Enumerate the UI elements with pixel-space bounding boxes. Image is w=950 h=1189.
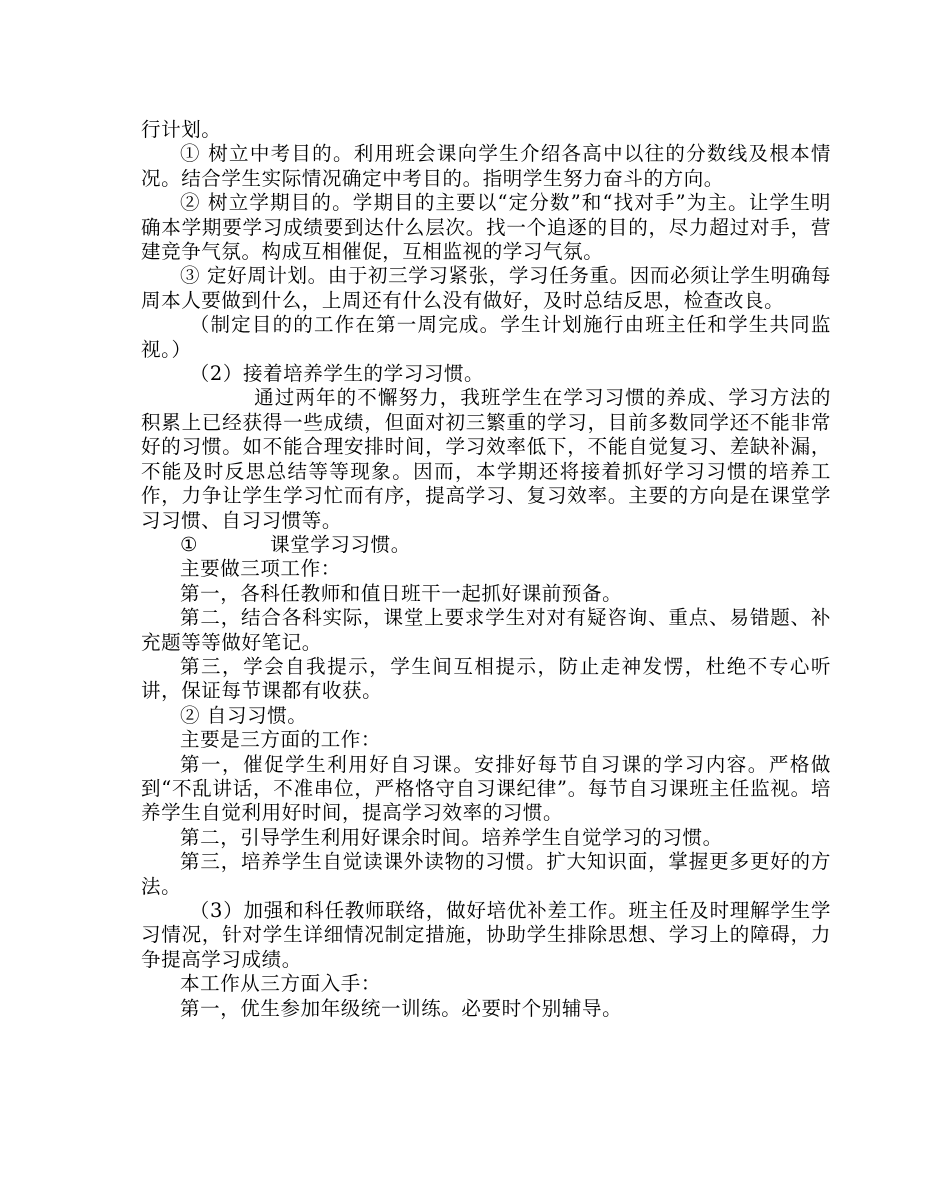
paragraph-aspect-first: 第一，催促学生利用好自习课。安排好每节自习课的学习内容。严格做到“不乱讲话，不准串位，严格恪守自习课纪律”。每节自习课班主任监视。培养学生自觉利用好时间，提高学习效率的习惯。 <box>141 752 831 825</box>
paragraph-approach-first: 第一，优生参加年级统一训练。必要时个别辅导。 <box>180 996 623 1020</box>
paragraph-three-tasks: 主要做三项工作： <box>180 557 341 581</box>
paragraph-weekly-plan: ③ 定好周计划。由于初三学习紧张，学习任务重。因而必须让学生明确每周本人要做到什么，上周还有什么没有做好，及时总结反思，检查改良。 <box>141 264 831 312</box>
paragraph-three-aspects: 主要是三方面的工作： <box>180 728 382 752</box>
paragraph-three-approaches: 本工作从三方面入手： <box>180 972 382 996</box>
paragraph-task-second: 第二，结合各科实际，课堂上要求学生对对有疑咨询、重点、易错题、补充题等等做好笔记。 <box>141 606 831 654</box>
paragraph-aspect-third: 第三，培养学生自觉读课外读物的习惯。扩大知识面，掌握更多更好的方法。 <box>141 850 831 898</box>
paragraph-exam-goal: ① 树立中考目的。利用班会课向学生介绍各高中以往的分数线及根本情况。结合学生实际情况确定中考目的。指明学生努力奋斗的方向。 <box>141 142 831 190</box>
paragraph-study-habits-heading: （2）接着培养学生的学习习惯。 <box>189 362 485 386</box>
paragraph-self-study-heading: ② 自习习惯。 <box>180 703 308 727</box>
paragraph-class-habits <box>141 533 831 557</box>
list-text: 课堂学习习惯。 <box>270 532 411 556</box>
paragraph-study-habits-body: 通过两年的不懈努力，我班学生在学习习惯的养成、学习方法的积累上已经获得一些成绩，但面对初三繁重的学习，目前多数同学还不能非常好的习惯。如不能合理安排时间，学习效率低下，不能自觉复习、差缺补漏，不能及时反思总结等等现象。因而，本学期还将接着抓好学习习惯的培养工作，力争让学生学习忙而有序，提高学习、复习效率。主要的方向是在课堂学习习惯、自习习惯等。 <box>141 386 831 532</box>
paragraph-aspect-second: 第二，引导学生利用好课余时间。培养学生自觉学习的习惯。 <box>180 825 723 849</box>
paragraph-task-third: 第三，学会自我提示，学生间互相提示，防止走神发愣，杜绝不专心听讲，保证每节课都有收获。 <box>141 654 831 703</box>
document-page <box>141 118 831 1021</box>
paragraph-term-goal: ② 树立学期目的。学期目的主要以“定分数”和“找对手”为主。让学生明确本学期要学习成绩要到达什么层次。找一个追逐的目的，尽力超过对手，营建竞争气氛。构成互相催促，互相监视的学习气氛。 <box>141 191 831 264</box>
list-number: ① <box>180 532 199 556</box>
paragraph-teacher-liaison: （3）加强和科任教师联络，做好培优补差工作。班主任及时理解学生学习情况，针对学生详细情况制定措施，协助学生排除思想、学习上的障碍，力争提高学习成绩。 <box>141 899 831 971</box>
paragraph-plan-end: 行计划。 <box>141 118 222 141</box>
paragraph-goal-note: （制定目的的工作在第一周完成。学生计划施行由班主任和学生共同监视。） <box>141 313 831 361</box>
paragraph-task-first: 第一，各科任教师和值日班干一起抓好课前预备。 <box>180 581 623 605</box>
